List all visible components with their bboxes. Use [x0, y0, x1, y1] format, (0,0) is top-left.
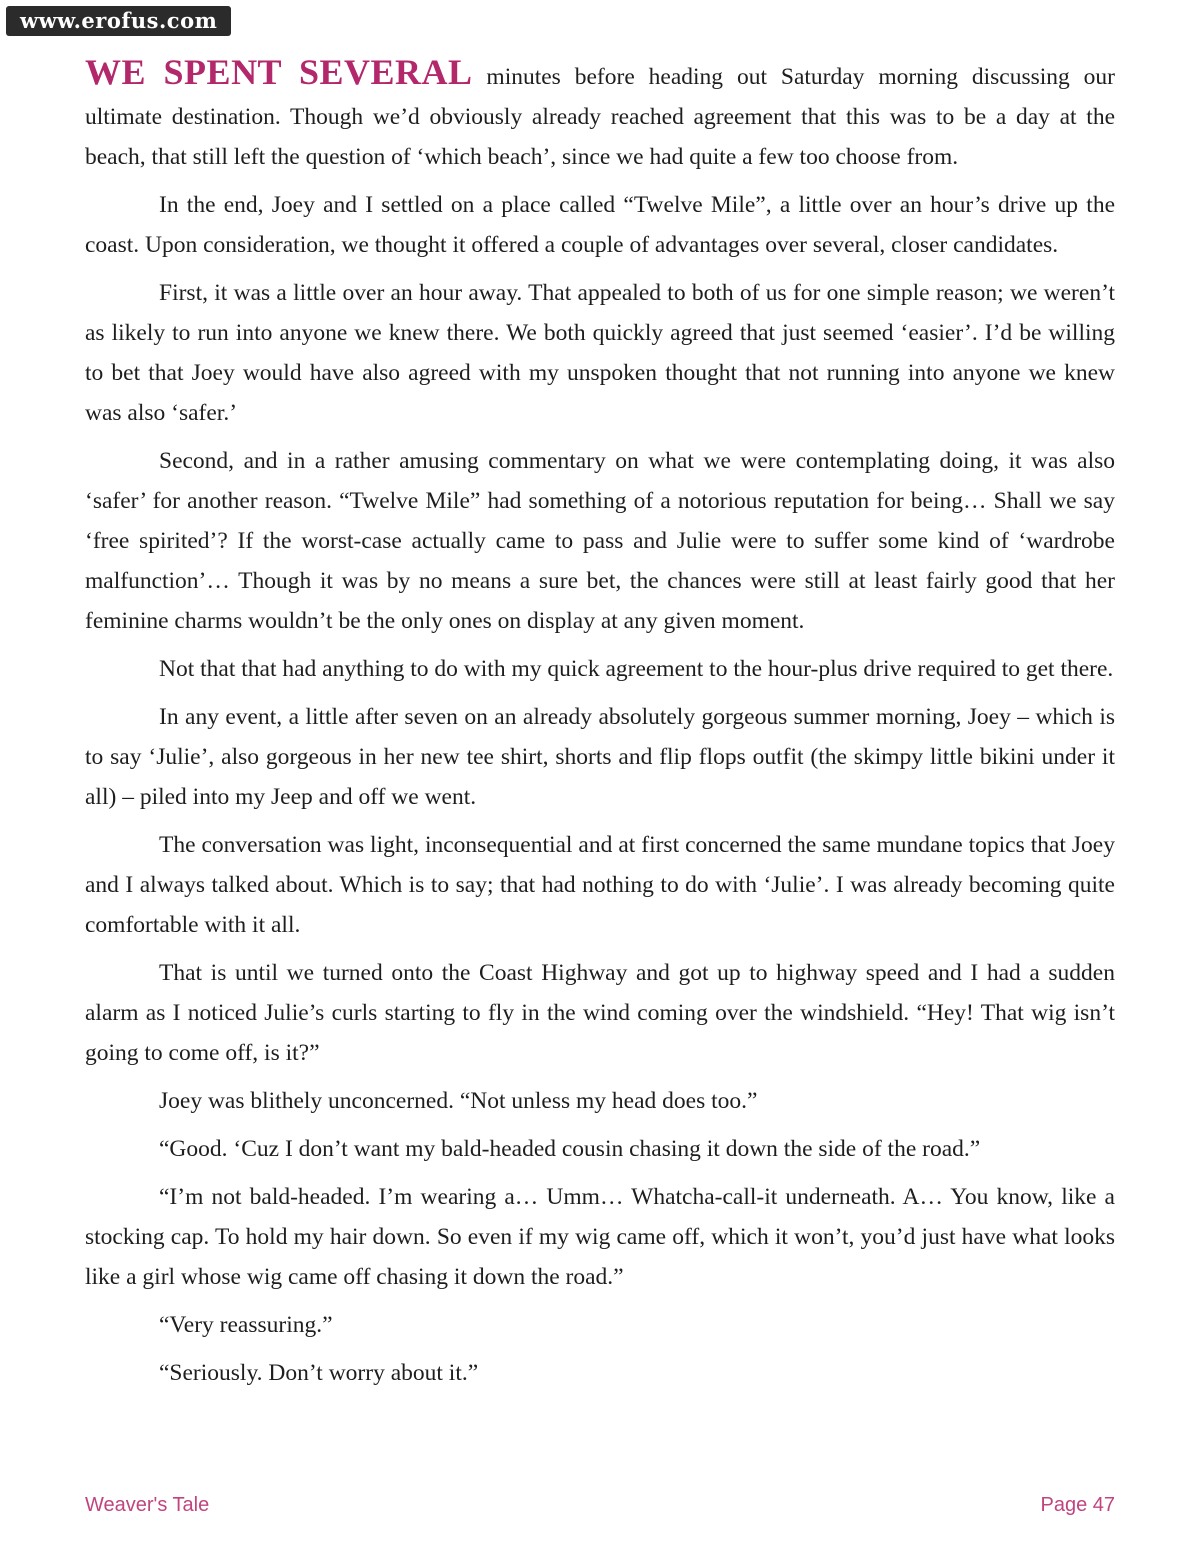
paragraph-4: Not that that had anything to do with my quick agreement to the hour-plus drive required to get there. — [159, 656, 1114, 682]
paragraph-8: Joey was blithely unconcerned. “Not unless my head does too.” — [159, 1088, 758, 1114]
footer-book-title: Weaver's Tale — [85, 1494, 210, 1516]
opening-text: minutes before heading out Saturday morning discussing our ultimate destination. Though we’d obviously already reached agreement that this was to be a day at the beach, that still left the question of ‘which beach’, since we had quite a few too choose from. — [85, 64, 1116, 170]
footer-page-number: Page 47 — [1040, 1494, 1115, 1516]
watermark-label: www.erofus.com — [6, 6, 231, 36]
opening-lead: WE SPENT SEVERAL — [85, 52, 473, 92]
paragraph-12: “Seriously. Don’t worry about it.” — [159, 1360, 479, 1386]
opening-paragraph — [85, 52, 1115, 177]
paragraph-9: “Good. ‘Cuz I don’t want my bald-headed cousin chasing it down the side of the road.” — [159, 1136, 981, 1162]
paragraph-7: That is until we turned onto the Coast Highway and got up to highway speed and I had a sudden alarm as I noticed Julie’s curls starting to fly in the wind coming over the windshield. “Hey! That wig isn’t going to come off, is it?” — [85, 960, 1115, 1066]
paragraph-5: In any event, a little after seven on an already absolutely gorgeous summer morning, Joey – which is to say ‘Julie’, also gorgeous in her new tee shirt, shorts and flip flops outfit (the skimpy little bikini under it all) – piled into my Jeep and off we went. — [85, 704, 1115, 810]
paragraph-3: Second, and in a rather amusing commentary on what we were contemplating doing, it was also ‘safer’ for another reason. “Twelve Mile” had something of a notorious reputation for being… Shall we say ‘free spirited’? If the worst-case actually came to pass and Julie were to suffer some kind of ‘wardrobe malfunction’… Though it was by no means a sure bet, the chances were still at least fairly good that her feminine charms wouldn’t be the only ones on display at any given moment. — [85, 448, 1115, 634]
paragraph-11: “Very reassuring.” — [159, 1312, 333, 1338]
paragraph-6: The conversation was light, inconsequential and at first concerned the same mundane topics that Joey and I always talked about. Which is to say; that had nothing to do with ‘Julie’. I was already becoming quite comfortable with it all. — [85, 832, 1115, 938]
paragraph-2: First, it was a little over an hour away. That appealed to both of us for one simple reason; we weren’t as likely to run into anyone we knew there. We both quickly agreed that just seemed ‘easier’. I’d be willing to bet that Joey would have also agreed with my unspoken thought that not running into anyone we knew was also ‘safer.’ — [85, 280, 1115, 426]
paragraph-1: In the end, Joey and I settled on a place called “Twelve Mile”, a little over an hour’s drive up the coast. Upon consideration, we thought it offered a couple of advantages over several, closer candidates. — [85, 192, 1115, 258]
paragraph-10: “I’m not bald-headed. I’m wearing a… Umm… Whatcha-call-it underneath. A… You know, like a stocking cap. To hold my hair down. So even if my wig came off, which it won’t, you’d just have what looks like a girl whose wig came off chasing it down the road.” — [85, 1184, 1115, 1290]
page-body — [85, 52, 1115, 1401]
